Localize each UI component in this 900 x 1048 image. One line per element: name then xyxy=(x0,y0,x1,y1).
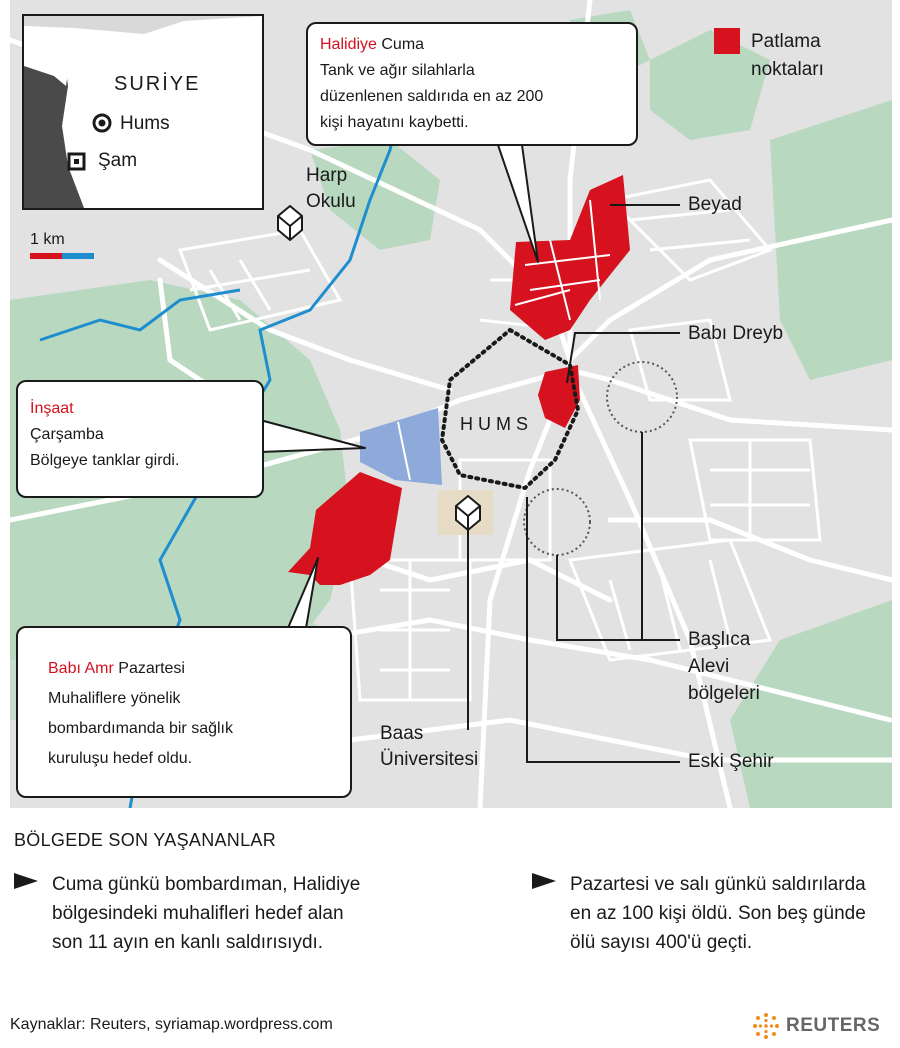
military-academy-icon xyxy=(278,206,302,240)
label-babi-dreyb: Babı Dreyb xyxy=(688,323,784,344)
babi-amr-line-2: bombardımanda bir sağlık xyxy=(48,720,233,737)
inset-sam-label: Şam xyxy=(98,150,138,171)
reuters-logo xyxy=(752,1012,880,1040)
halidiye-day: Cuma xyxy=(381,36,425,53)
label-alevi-1: Başlıca xyxy=(688,629,751,650)
legend-label-2: noktaları xyxy=(751,59,824,80)
scale-bar xyxy=(30,253,94,259)
arrow-icon xyxy=(14,873,38,889)
summary-title: BÖLGEDE SON YAŞANANLAR xyxy=(14,830,277,850)
summary-left xyxy=(14,870,374,990)
sources: Kaynaklar: Reuters, syriamap.wordpress.com xyxy=(10,1016,333,1033)
zone-insaat xyxy=(360,408,442,485)
insaat-line-1: Çarşamba xyxy=(30,426,104,443)
label-alevi-3: bölgeleri xyxy=(688,683,760,704)
callout-halidiye xyxy=(306,22,638,146)
babi-amr-line-3: kuruluşu hedef oldu. xyxy=(48,750,193,767)
map xyxy=(10,0,892,808)
inset-map xyxy=(22,14,264,210)
halidiye-place: Halidiye xyxy=(320,36,377,53)
legend-swatch xyxy=(714,28,740,54)
scale-label: 1 km xyxy=(30,231,65,248)
label-harp-2: Okulu xyxy=(306,191,356,212)
halidiye-line-1: Tank ve ağır silahlarla xyxy=(320,62,475,79)
babi-amr-place: Babı Amr xyxy=(48,660,114,677)
summary-left-text: Cuma günkü bombardıman, Halidiye bölgesindeki muhalifleri hedef alan son 11 ayın en kanlı saldırısıydı. xyxy=(52,874,361,953)
arrow-icon xyxy=(532,873,556,889)
label-baas-1: Baas xyxy=(380,723,424,744)
insaat-place: İnşaat xyxy=(30,400,74,417)
summary-right-text: Pazartesi ve salı günkü saldırılarda en az 100 kişi öldü. Son beş günde ölü sayısı 400'ü geçti. xyxy=(570,874,866,953)
reuters-dots-icon xyxy=(752,1012,780,1040)
label-beyad: Beyad xyxy=(688,194,742,215)
callout-babi-amr xyxy=(16,626,352,798)
callout-insaat xyxy=(16,380,264,498)
reuters-wordmark: REUTERS xyxy=(786,1015,881,1036)
alawite-area-south xyxy=(524,489,590,555)
insaat-line-2: Bölgeye tanklar girdi. xyxy=(30,452,180,469)
summary-right xyxy=(532,870,892,990)
label-eski-sehir: Eski Şehir xyxy=(688,751,774,772)
halidiye-line-2: düzenlenen saldırıda en az 200 xyxy=(320,88,544,105)
label-harp-1: Harp xyxy=(306,165,348,186)
inset-hums-label: Hums xyxy=(120,113,170,134)
label-hums: HUMS xyxy=(460,414,533,434)
legend-label-1: Patlama xyxy=(751,31,821,52)
babi-amr-line-1: Muhaliflere yönelik xyxy=(48,690,181,707)
label-alevi-2: Alevi xyxy=(688,656,730,677)
inset-country-label: SURİYE xyxy=(114,73,201,95)
halidiye-line-3: kişi hayatını kaybetti. xyxy=(320,114,469,131)
label-baas-2: Üniversitesi xyxy=(380,749,479,770)
babi-amr-day: Pazartesi xyxy=(118,660,185,677)
